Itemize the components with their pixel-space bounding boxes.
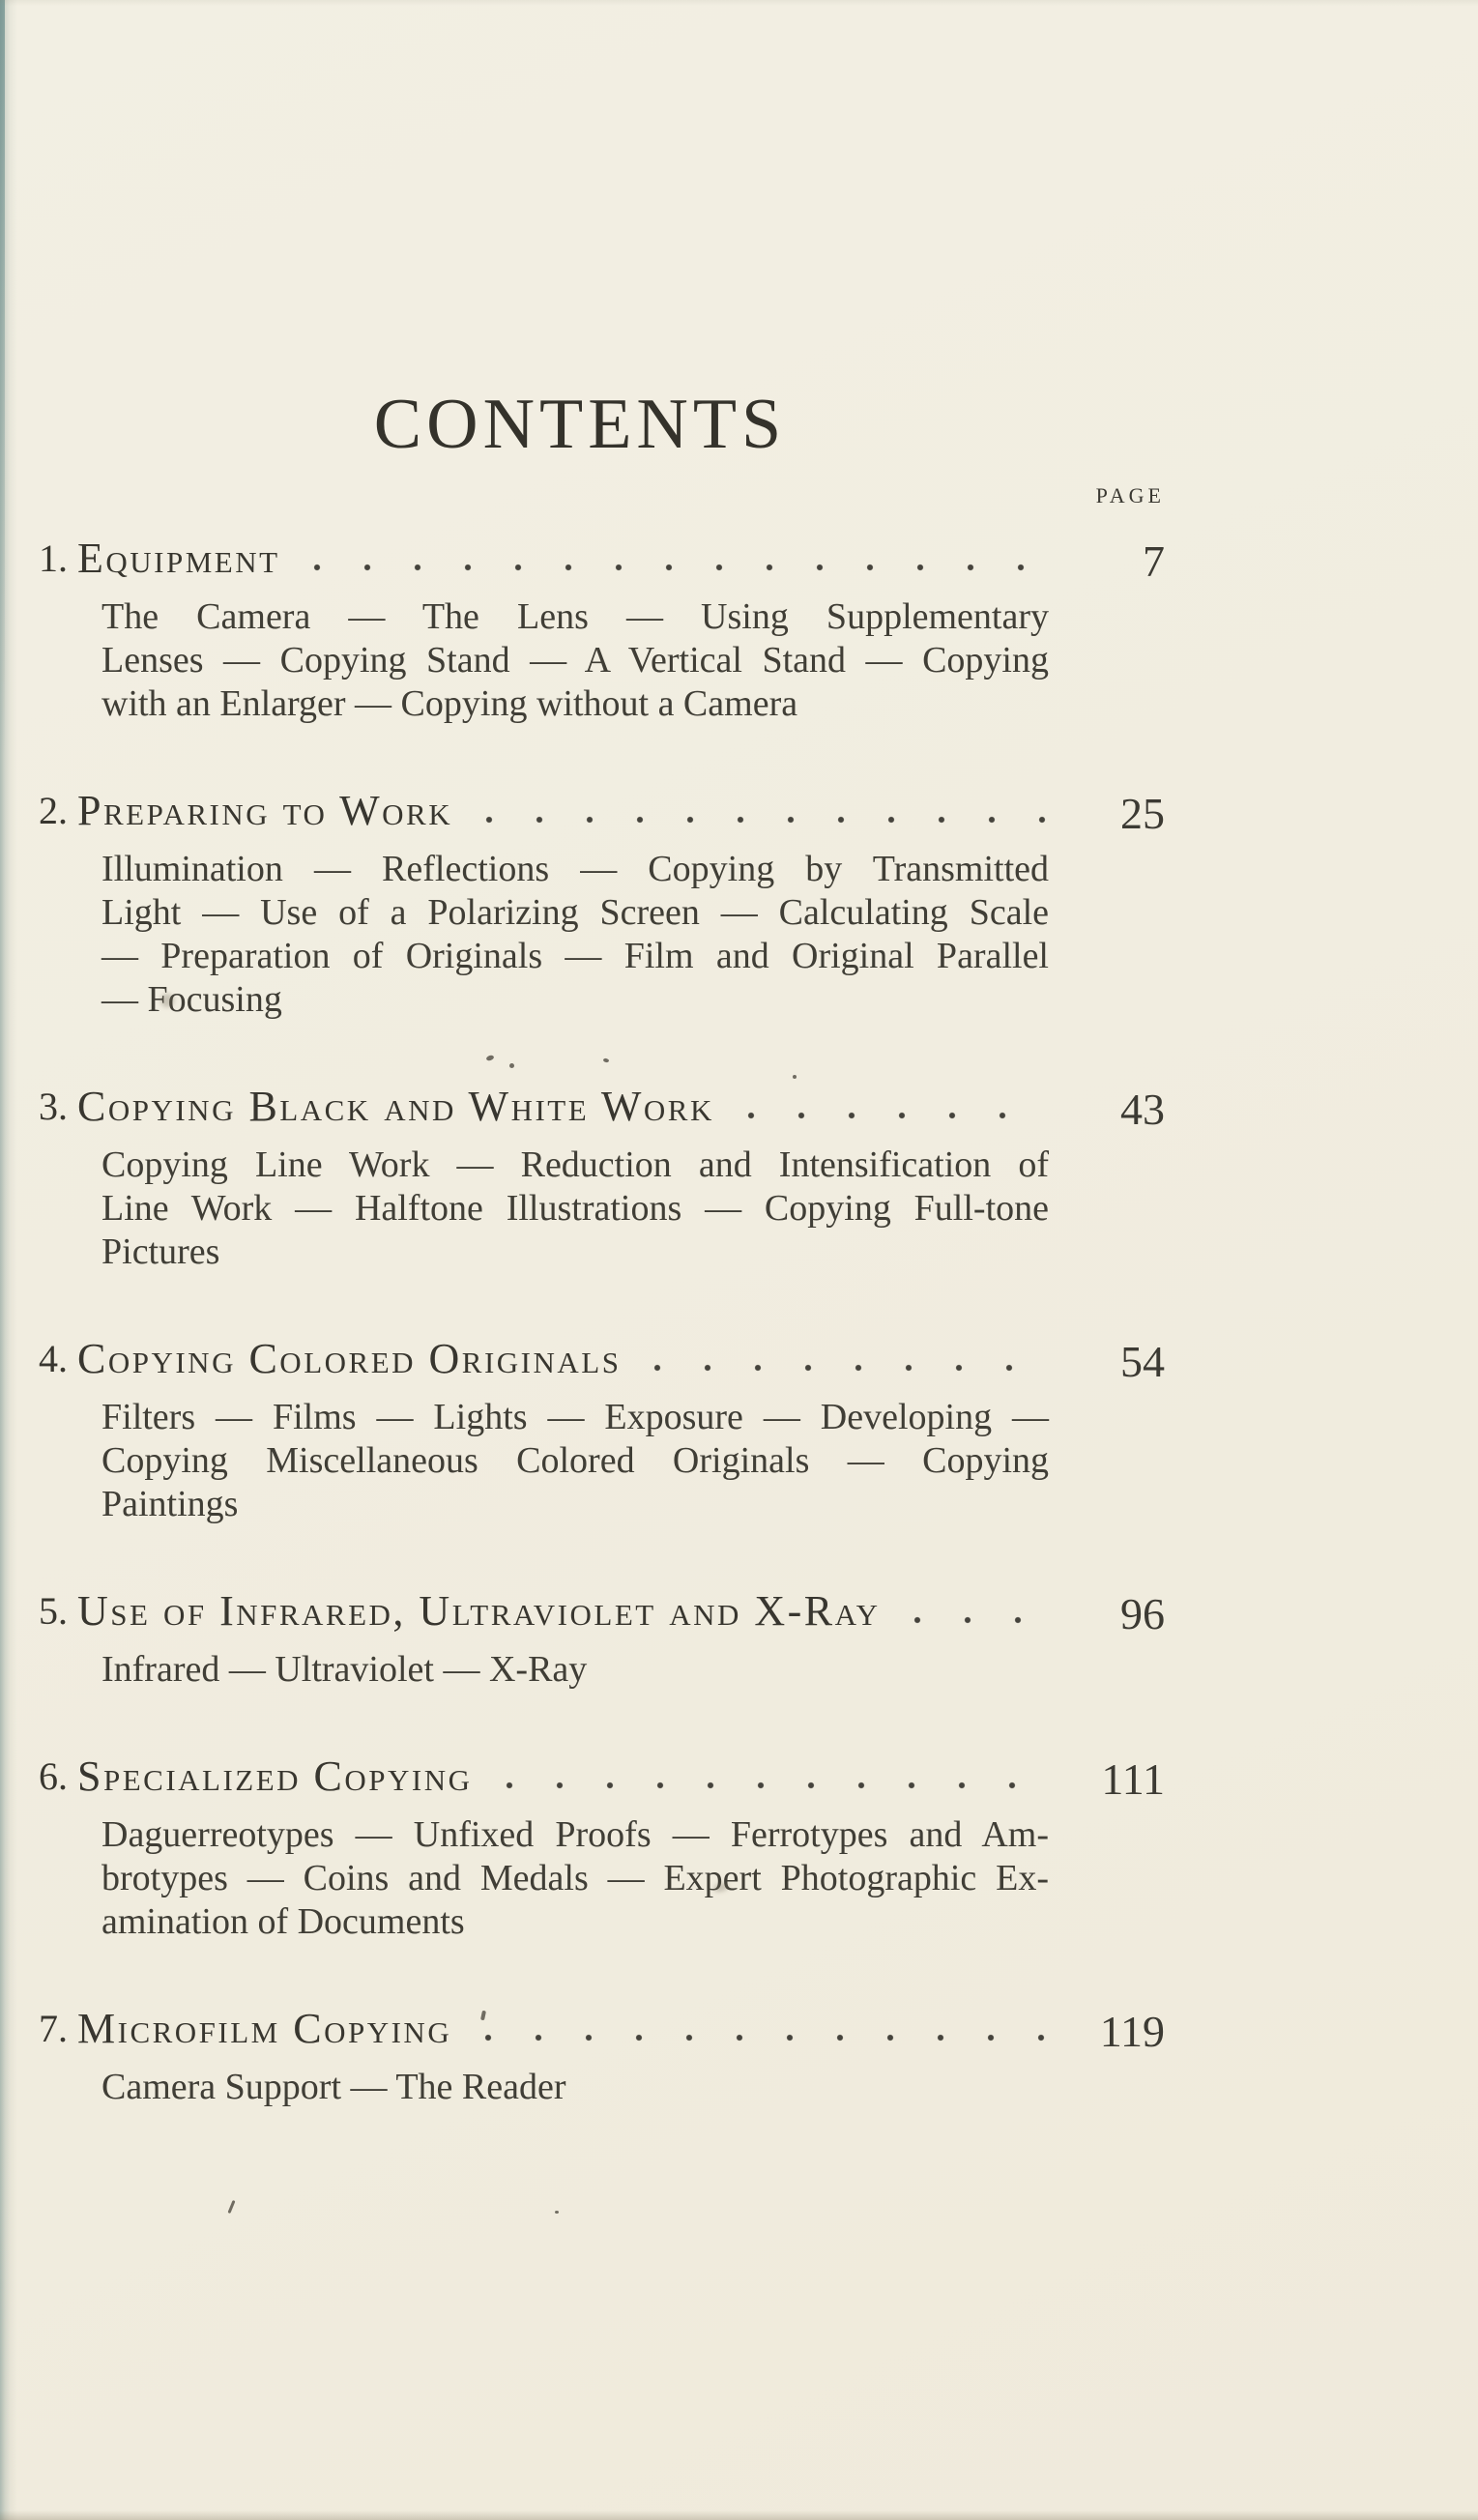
chapter-title: Copying Colored Originals <box>77 1335 622 1382</box>
toc-entry-heading <box>39 2000 1165 2058</box>
chapter-title: Equipment <box>77 535 280 582</box>
dot-leader <box>484 2034 1047 2042</box>
chapter-page-number: 96 <box>1120 1589 1165 1638</box>
chapter-page-number: 25 <box>1120 789 1165 838</box>
description-line: Copying Miscellaneous Colored Originals — Copying <box>101 1440 1049 1481</box>
toc-entry <box>39 1748 1165 1944</box>
chapter-title: Use of Infrared, Ultraviolet and X-Ray <box>77 1587 881 1635</box>
chapter-page-number: 111 <box>1101 1754 1165 1804</box>
dot-leader <box>653 1364 1047 1373</box>
chapter-description <box>101 1396 1049 1526</box>
description-line: The Camera — The Lens — Using Supplementary <box>101 596 1049 637</box>
toc-entry-heading <box>39 530 1165 588</box>
description-line: Line Work — Halftone Illustrations — Copying Full-tone <box>101 1188 1049 1229</box>
toc-entry-list <box>39 530 1165 2165</box>
chapter-description <box>101 1144 1049 1274</box>
description-line: Light — Use of a Polarizing Screen — Calculating Scale <box>101 892 1049 933</box>
scan-speck <box>793 1075 797 1079</box>
dot-leader <box>913 1616 1047 1625</box>
chapter-number: 6. <box>39 1754 68 1798</box>
toc-entry <box>39 782 1165 1022</box>
chapter-number: 1. <box>39 536 68 580</box>
description-line: Copying Line Work — Reduction and Intensification of <box>101 1144 1049 1185</box>
chapter-number: 5. <box>39 1589 68 1633</box>
description-line: Infrared — Ultraviolet — X-Ray <box>101 1649 588 1690</box>
description-line: — Focusing <box>101 979 282 1020</box>
toc-entry-heading <box>39 1078 1165 1136</box>
description-line: amination of Documents <box>101 1901 465 1942</box>
description-line: with an Enlarger — Copying without a Camera <box>101 683 798 724</box>
description-line: brotypes — Coins and Medals — Expert Photographic Ex- <box>101 1858 1049 1898</box>
toc-entry <box>39 2000 1165 2109</box>
chapter-description <box>101 2066 1049 2109</box>
chapter-title: Microfilm Copying <box>77 2005 452 2052</box>
toc-entry <box>39 530 1165 726</box>
page-left-edge-shadow <box>0 0 17 2520</box>
toc-entry-heading <box>39 1330 1165 1388</box>
chapter-description <box>101 848 1049 1022</box>
toc-entry <box>39 1078 1165 1274</box>
dot-leader <box>506 1781 1047 1790</box>
toc-entry-heading <box>39 1582 1165 1640</box>
chapter-page-number: 54 <box>1120 1337 1165 1386</box>
scan-smudge <box>160 994 174 1007</box>
chapter-title: Copying Black and White Work <box>77 1083 714 1130</box>
dot-leader <box>313 564 1047 572</box>
chapter-number: 3. <box>39 1085 68 1128</box>
toc-entry <box>39 1582 1165 1692</box>
page-column-label: PAGE <box>1095 483 1165 507</box>
description-line: Pictures <box>101 1231 220 1272</box>
toc-entry <box>39 1330 1165 1526</box>
description-line: Filters — Films — Lights — Exposure — Developing — <box>101 1397 1049 1437</box>
description-line: Camera Support — The Reader <box>101 2067 566 2107</box>
chapter-title: Specialized Copying <box>77 1752 473 1800</box>
description-line: Daguerreotypes — Unfixed Proofs — Ferrotypes and Am- <box>101 1814 1049 1855</box>
description-line: Lenses — Copying Stand — A Vertical Stand — Copying <box>101 640 1049 681</box>
dot-leader <box>747 1112 1047 1120</box>
scan-speck <box>509 1063 514 1068</box>
chapter-number: 4. <box>39 1337 68 1380</box>
chapter-number: 2. <box>39 789 68 832</box>
page-title: CONTENTS <box>373 385 787 464</box>
toc-entry-heading <box>39 1748 1165 1806</box>
description-line: — Preparation of Originals — Film and Original Parallel <box>101 936 1049 976</box>
chapter-description <box>101 595 1049 726</box>
description-line: Illumination — Reflections — Copying by Transmitted <box>101 849 1049 889</box>
chapter-description <box>101 1648 1049 1692</box>
chapter-page-number: 119 <box>1099 2007 1165 2056</box>
chapter-description <box>101 1813 1049 1944</box>
dot-leader <box>485 816 1047 825</box>
scan-speck <box>555 2211 559 2214</box>
table-of-contents <box>39 0 1165 2520</box>
chapter-page-number: 7 <box>1143 536 1165 586</box>
chapter-number: 7. <box>39 2007 68 2050</box>
description-line: Paintings <box>101 1484 239 1524</box>
toc-entry-heading <box>39 782 1165 840</box>
chapter-page-number: 43 <box>1120 1085 1165 1134</box>
chapter-title: Preparing to Work <box>77 787 453 834</box>
